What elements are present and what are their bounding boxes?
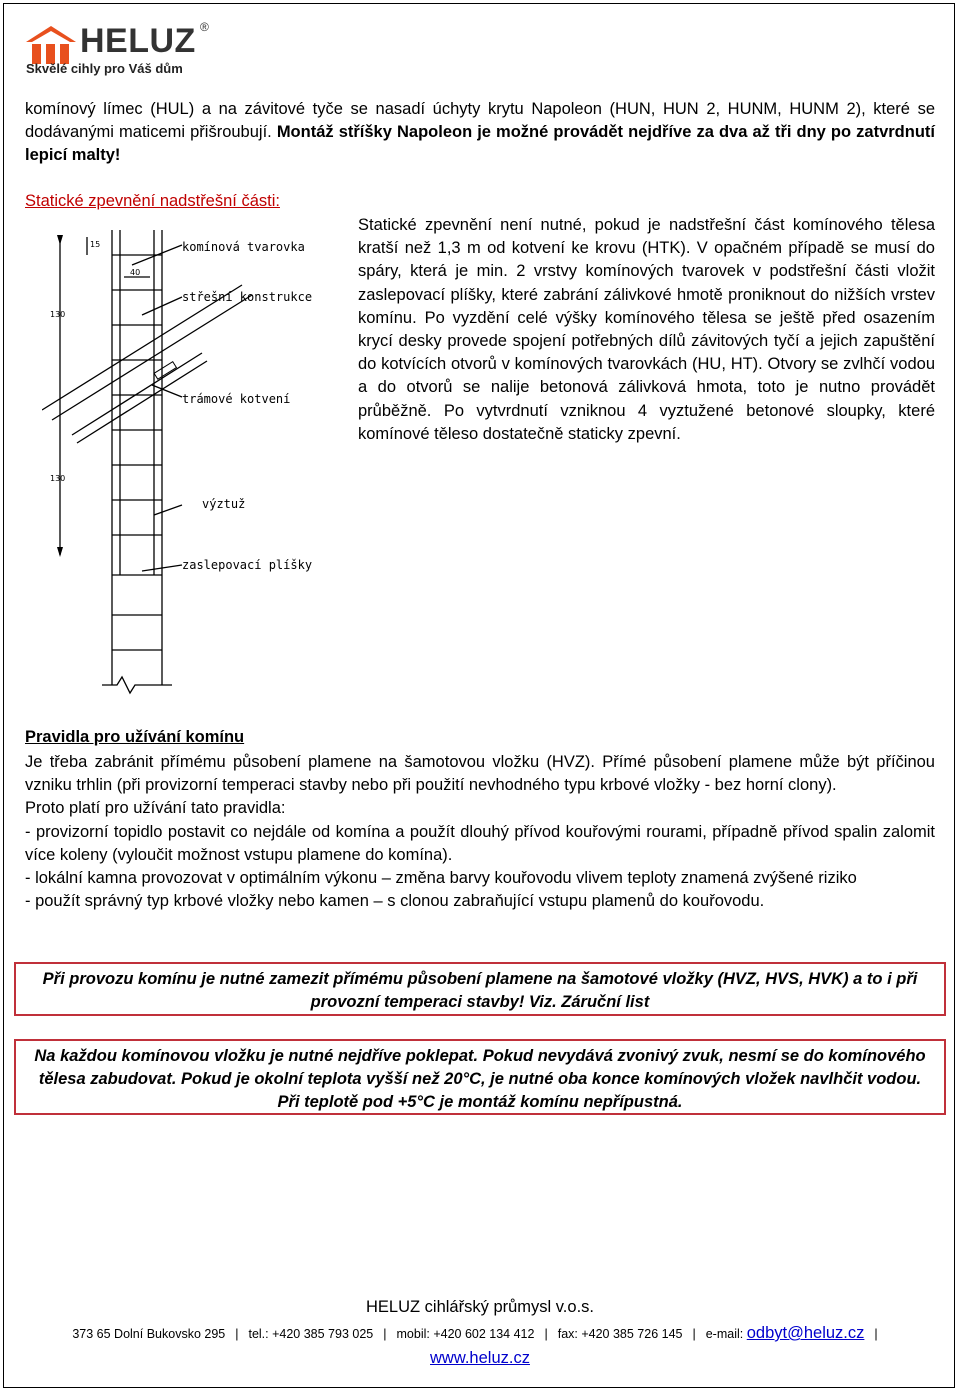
static-heading: Statické zpevnění nadstřešní části: <box>25 192 280 210</box>
warning-box-temperace: Při provozu komínu je nutné zamezit přímému působení plamene na šamotové vložky (HVZ, HVS, HVK) a to i při provozní temperaci stavby! Viz. Záruční list <box>14 962 946 1016</box>
registered-mark: ® <box>200 20 209 34</box>
footer-fax: fax: +420 385 726 145 <box>557 1327 683 1341</box>
usage-p3: - provizorní topidlo postavit co nejdále od komína a použít dlouhý přívod kouřovými rourami, případně přívod spalin zalomit více koleny (vyloučit možnost vstupu plamene do komína). <box>25 822 935 864</box>
dim-40: 40 <box>130 268 141 277</box>
label-kotveni: trámové kotvení <box>182 392 291 406</box>
label-stresni: střešní konstrukce <box>182 290 313 304</box>
brand-tagline: Skvělé cihly pro Váš dům <box>26 61 183 76</box>
usage-section <box>25 751 935 913</box>
house-icon <box>24 24 78 64</box>
label-plisky: zaslepovací plíšky <box>182 558 313 572</box>
dim-15: 15 <box>90 240 101 249</box>
usage-heading: Pravidla pro užívání komínu <box>25 728 245 746</box>
intro-text: komínový límec (HUL) a na závitové tyče se nasadí úchyty krytu Napoleon (HUN, HUN 2, HUNM, HUNM 2), které se dodávanými maticemi přišroubují. <box>25 100 935 142</box>
footer-company: HELUZ cihlářský průmysl v.o.s. <box>366 1298 594 1316</box>
footer-email-label: e-mail: <box>705 1327 744 1341</box>
label-vyztuz: výztuž <box>202 497 246 511</box>
warning-box-poklepat: Na každou komínovou vložku je nutné nejdříve poklepat. Pokud nevydává zvonivý zvuk, nesmí se do komínového tělesa zabudovat. Pokud je okolní teplota vyšší než 20°C, je nutné oba konce komínových vložek navlhčit vodou. Při teplotě pod +5°C je montáž komínu nepřípustná. <box>14 1039 946 1115</box>
chimney-reinforcement-drawing <box>42 225 342 695</box>
intro-paragraph <box>25 98 935 168</box>
footer-tel: tel.: +420 385 793 025 <box>248 1327 374 1341</box>
usage-p5: - použít správný typ krbové vložky nebo kamen – s clonou zabraňující vstupu plamenů do kouřovodu. <box>25 892 765 911</box>
footer-contacts: 373 65 Dolní Bukovsko 295 | tel.: +420 385 793 025 | mobil: +420 602 134 412 | fax: +420 385 726 145 | e-mail: odbyt@heluz.cz | <box>72 1324 878 1342</box>
dim-130-lower: 130 <box>50 474 66 483</box>
heluz-logo <box>24 20 244 80</box>
intro-bold-text: Montáž stříšky Napoleon je možné provádět nejdříve za dva až tři dny po zatvrdnutí lepicí malty! <box>25 123 935 165</box>
label-tvarovka: komínová tvarovka <box>182 240 305 254</box>
footer-web-link[interactable]: www.heluz.cz <box>430 1349 530 1367</box>
footer-address: 373 65 Dolní Bukovsko 295 <box>72 1327 226 1341</box>
usage-p4: - lokální kamna provozovat v optimálním výkonu – změna barvy kouřovodu vlivem teploty znamená zvýšené riziko <box>25 869 857 888</box>
footer-mobil: mobil: +420 602 134 412 <box>396 1327 535 1341</box>
static-paragraph: Statické zpevnění není nutné, pokud je nadstřešní část komínového tělesa kratší než 1,3 m od kotvení ke krovu (HTK). V opačném případě se musí do spáry, která je min. 2 vrstvy komínových tvarovek v podstřešní části vložit zaslepovací plíšky, které zabrání zálivkové hmotě proniknout do nižších vrstev komínu. Po vyzdění celé výšky komínového tělesa se ještě před osazením krycí desky provede spojení potřebných dílů závitových tyčí a jejich zapuštění do kotvících otvorů v komínových tvarovkách (HU, HT). Otvory se zvlhčí vodou a do otvorů se nalije betonová zálivková hmota, toto je nutno provádět průběžně. Po vytvrdnutí vzniknou 4 vyztužené betonové sloupky, které komínové těleso dostatečně staticky zpevní. <box>358 216 935 443</box>
footer-email-link[interactable]: odbyt@heluz.cz <box>746 1324 865 1342</box>
usage-p2: Proto platí pro užívání tato pravidla: <box>25 799 286 818</box>
usage-p1: Je třeba zabránit přímému působení plamene na šamotovou vložku (HVZ). Přímé působení plamene může být příčinou vzniku trhlin (při provizorní temperaci stavby nebo při použití nevhodného typu krbové vložky - bez horní clony). <box>25 753 935 795</box>
brand-name: HELUZ <box>80 22 196 60</box>
dim-130-upper: 130 <box>50 310 66 319</box>
